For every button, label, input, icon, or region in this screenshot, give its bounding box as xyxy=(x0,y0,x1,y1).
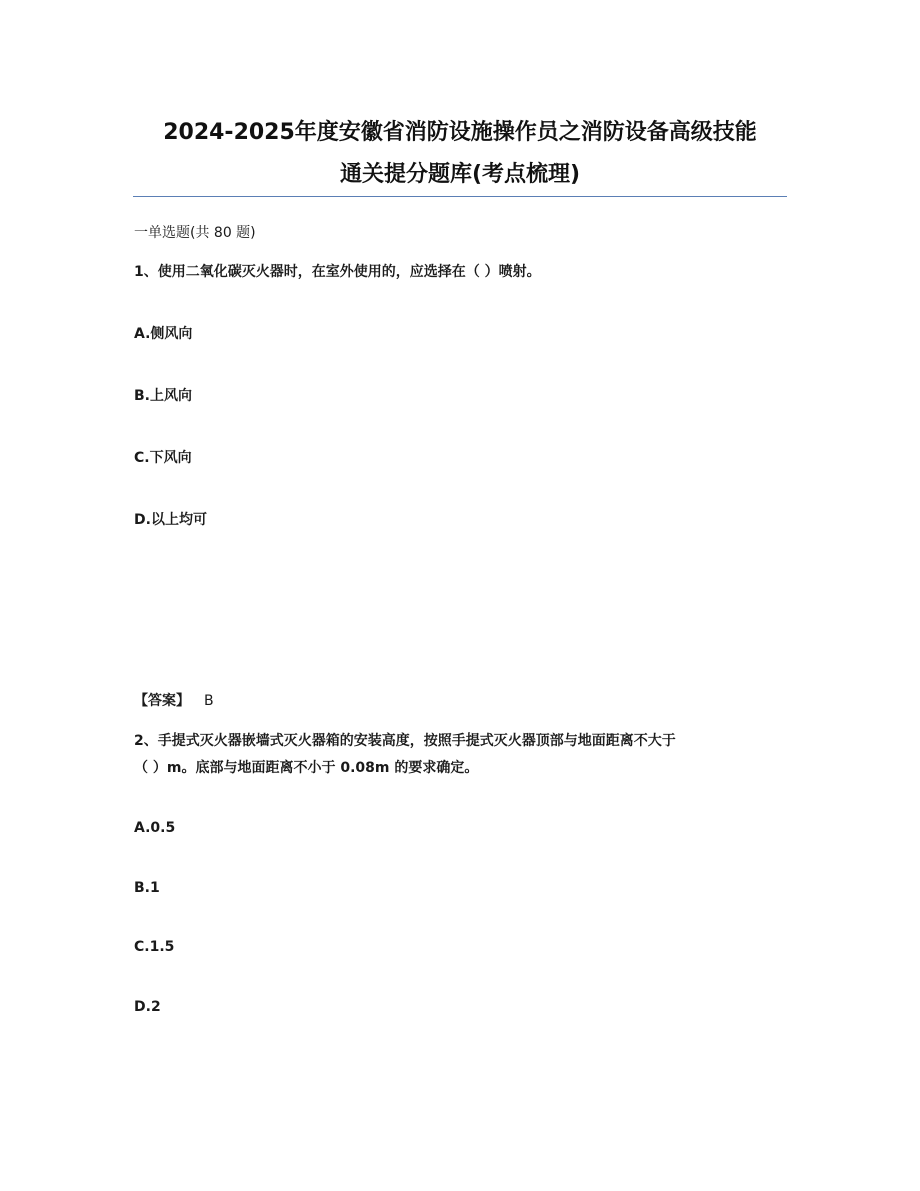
question-1-option-c: C.下风向 xyxy=(134,450,192,466)
answer-label: 【答案】 xyxy=(134,693,190,709)
question-2-text-line-2: （ ）m。底部与地面距离不小于 0.08m 的要求确定。 xyxy=(134,760,479,776)
title-divider xyxy=(133,196,787,197)
section-heading: 一单选题(共 80 题) xyxy=(134,225,256,241)
question-1-option-d: D.以上均可 xyxy=(134,512,207,528)
question-1-text: 1、使用二氧化碳灭火器时，在室外使用的，应选择在（ ）喷射。 xyxy=(134,264,541,280)
question-1-option-b: B.上风向 xyxy=(134,388,192,404)
question-2-option-a: A.0.5 xyxy=(134,820,176,836)
question-2-text-line-1: 2、手提式灭火器嵌墙式灭火器箱的安装高度，按照手提式灭火器顶部与地面距离不大于 xyxy=(134,733,676,749)
title-line-2: 通关提分题库(考点梳理) xyxy=(339,162,581,187)
question-1-answer xyxy=(134,691,214,711)
question-2-option-c: C.1.5 xyxy=(134,939,175,955)
question-2-option-d: D.2 xyxy=(134,999,161,1015)
title-line-1: 2024-2025年度安徽省消防设施操作员之消防设备高级技能 xyxy=(163,120,757,145)
question-2-option-b: B.1 xyxy=(134,880,160,896)
answer-value: B xyxy=(204,693,214,709)
document-title xyxy=(120,112,800,196)
question-1-option-a: A.侧风向 xyxy=(134,326,193,342)
